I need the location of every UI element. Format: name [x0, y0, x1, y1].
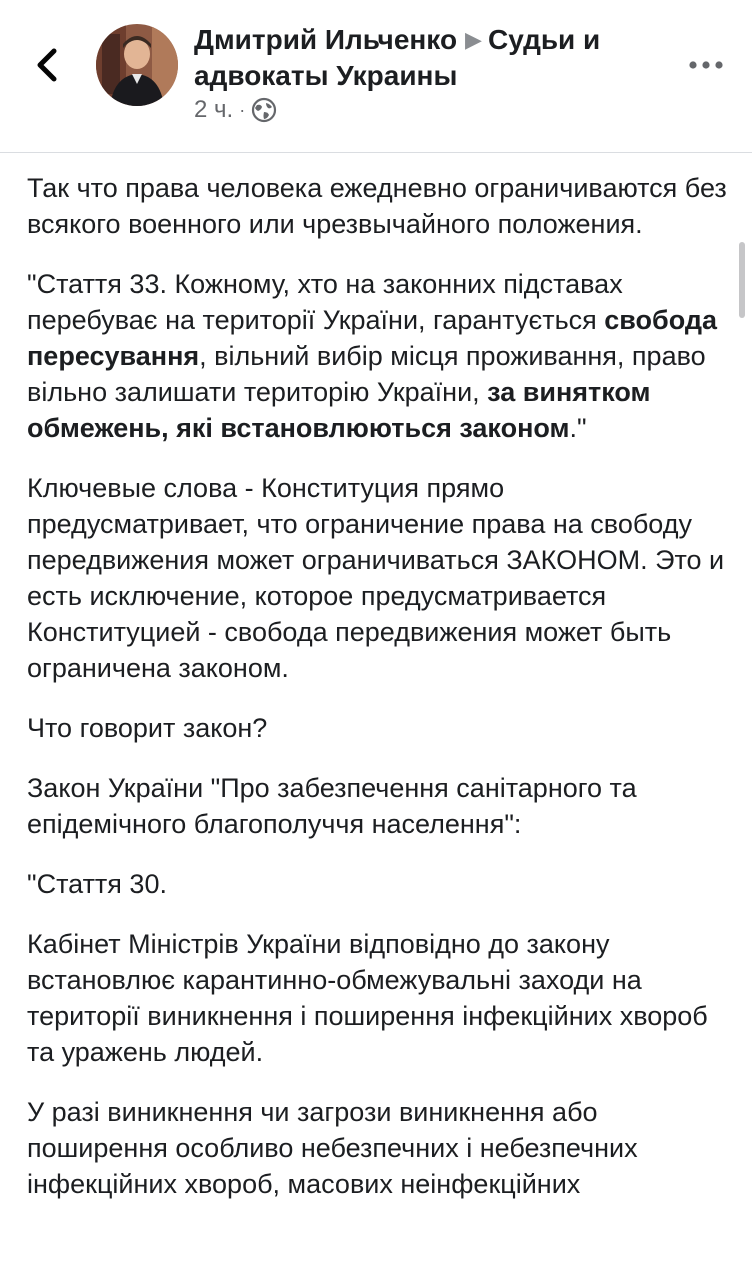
post-meta — [194, 94, 277, 126]
arrow-right-icon: ▶ — [465, 27, 482, 52]
post-paragraph-7: Кабінет Міністрів України відповідно до закону встановлює карантинно-обмежувальні заходи на території виникнення і поширення інфекційних хвороб та уражень людей. — [27, 929, 708, 1067]
globe-icon — [251, 97, 277, 123]
avatar[interactable] — [96, 24, 178, 106]
post-paragraph-1: Так что права человека ежедневно ограничиваются без всякого военного или чрезвычайного положения. — [27, 173, 727, 239]
post-paragraph-2 — [27, 266, 727, 446]
group-name[interactable]: Судьи и адвокаты Украины — [194, 24, 601, 91]
post-paragraph-6: "Стаття 30. — [27, 869, 167, 899]
text-segment: "Стаття 33. Кожному, хто на законних підставах перебуває на території України, гарантується — [27, 269, 623, 335]
meta-separator: · — [239, 99, 246, 120]
author-name[interactable]: Дмитрий Ильченко — [194, 24, 458, 55]
post-header — [0, 0, 752, 153]
post-paragraph-8: У разі виникнення чи загрози виникнення або поширення особливо небезпечних і небезпечних інфекційних хвороб, масових неінфекційних — [27, 1097, 638, 1199]
post-paragraph-4: Что говорит закон? — [27, 713, 268, 743]
text-segment: ." — [569, 413, 587, 443]
post-body — [27, 170, 727, 1226]
post-title — [194, 22, 664, 94]
chevron-left-icon — [32, 47, 62, 83]
more-horizontal-icon — [688, 60, 724, 70]
author-photo — [96, 24, 178, 106]
back-button[interactable] — [22, 40, 72, 90]
bold-segment: свобода пересування — [27, 305, 718, 371]
post-paragraph-3: Ключевые слова - Конституция прямо предусматривает, что ограничение права на свободу передвижения может ограничиваться ЗАКОНОМ. Это и есть исключение, которое предусматривается Конституцией - свобода передвижения может быть ограничена законом. — [27, 473, 725, 683]
bold-segment: за винятком обмежень, які встановлюються законом — [27, 377, 651, 443]
more-options-button[interactable] — [684, 50, 728, 80]
post-time[interactable]: 2 ч. — [194, 96, 234, 123]
scrollbar[interactable] — [739, 242, 745, 318]
text-segment: , вільний вибір місця проживання, право вільно залишати територію України, — [27, 341, 706, 407]
post-paragraph-5: Закон України "Про забезпечення санітарного та епідемічного благополуччя населення": — [27, 773, 637, 839]
